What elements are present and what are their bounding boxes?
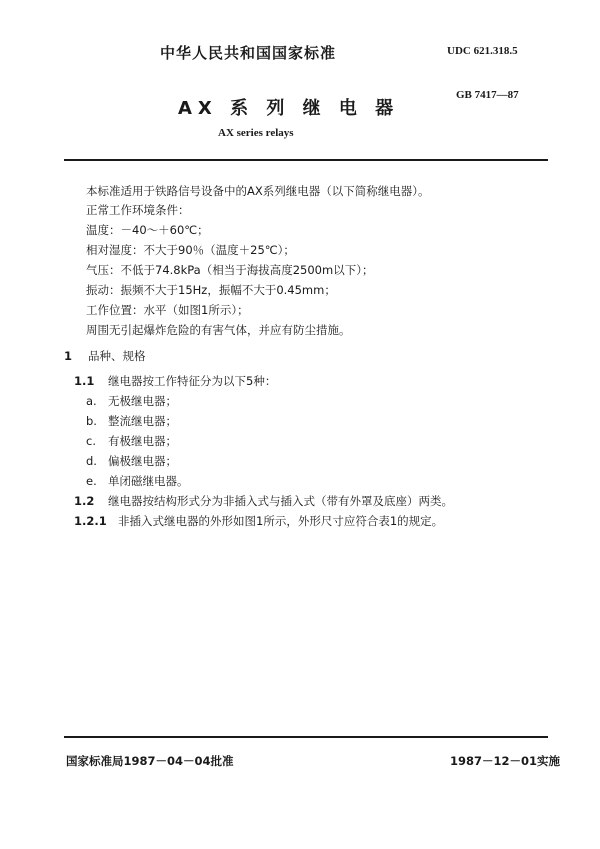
conditions-heading: 正常工作环境条件： [86, 203, 190, 217]
section-1-heading [64, 348, 146, 364]
clause-1-1-number: 1.1 [74, 374, 95, 388]
clause-1-1-text: 继电器按工作特征分为以下5种： [108, 374, 277, 388]
humidity-condition: 相对湿度：不大于90％（温度＋25℃）； [86, 243, 295, 257]
document-title-zh: AX 系 列 继 电 器 [178, 98, 400, 119]
clause-1-1 [74, 373, 276, 389]
position-condition: 工作位置：水平（如图1所示）； [86, 303, 249, 317]
list-item [86, 413, 177, 429]
section-1-title: 品种、规格 [88, 349, 146, 363]
list-item-text: 无极继电器； [108, 394, 177, 408]
national-standard-header: 中华人民共和国国家标准 [160, 44, 337, 62]
udc-code: UDC 621.318.5 [447, 45, 518, 57]
list-item-text: 单闭磁继电器。 [108, 474, 189, 488]
vibration-condition: 振动：振频不大于15Hz，振幅不大于0.45mm； [86, 283, 336, 297]
list-item-marker: d. [86, 454, 97, 468]
effective-date: 1987－12－01实施 [450, 754, 561, 768]
list-item [86, 393, 177, 409]
top-divider [64, 159, 548, 161]
temperature-condition: 温度：－40～＋60℃； [86, 223, 209, 237]
approval-date: 国家标准局1987－04－04批准 [66, 754, 234, 768]
list-item [86, 453, 177, 469]
section-1-number: 1 [64, 349, 73, 363]
list-item-marker: a. [86, 394, 97, 408]
list-item-text: 偏极继电器； [108, 454, 177, 468]
surroundings-condition: 周围无引起爆炸危险的有害气体，并应有防尘措施。 [86, 323, 351, 337]
list-item [86, 433, 177, 449]
list-item-text: 有极继电器； [108, 434, 177, 448]
list-item-marker: e. [86, 474, 97, 488]
pressure-condition: 气压：不低于74.8kPa（相当于海拔高度2500m以下）； [86, 263, 374, 277]
list-item-marker: b. [86, 414, 97, 428]
clause-1-2 [74, 493, 453, 509]
list-item-text: 整流继电器； [108, 414, 177, 428]
clause-1-2-number: 1.2 [74, 494, 95, 508]
list-item [86, 473, 189, 489]
gb-standard-number: GB 7417—87 [456, 89, 519, 101]
clause-1-2-text: 继电器按结构形式分为非插入式与插入式（带有外罩及底座）两类。 [108, 494, 453, 508]
clause-1-2-1 [74, 513, 443, 529]
scope-text: 本标准适用于铁路信号设备中的AX系列继电器（以下简称继电器）。 [86, 184, 430, 198]
document-title-en: AX series relays [218, 127, 294, 139]
clause-1-2-1-number: 1.2.1 [74, 514, 107, 528]
bottom-divider [64, 736, 548, 738]
list-item-marker: c. [86, 434, 96, 448]
clause-1-2-1-text: 非插入式继电器的外形如图1所示，外形尺寸应符合表1的规定。 [118, 514, 444, 528]
